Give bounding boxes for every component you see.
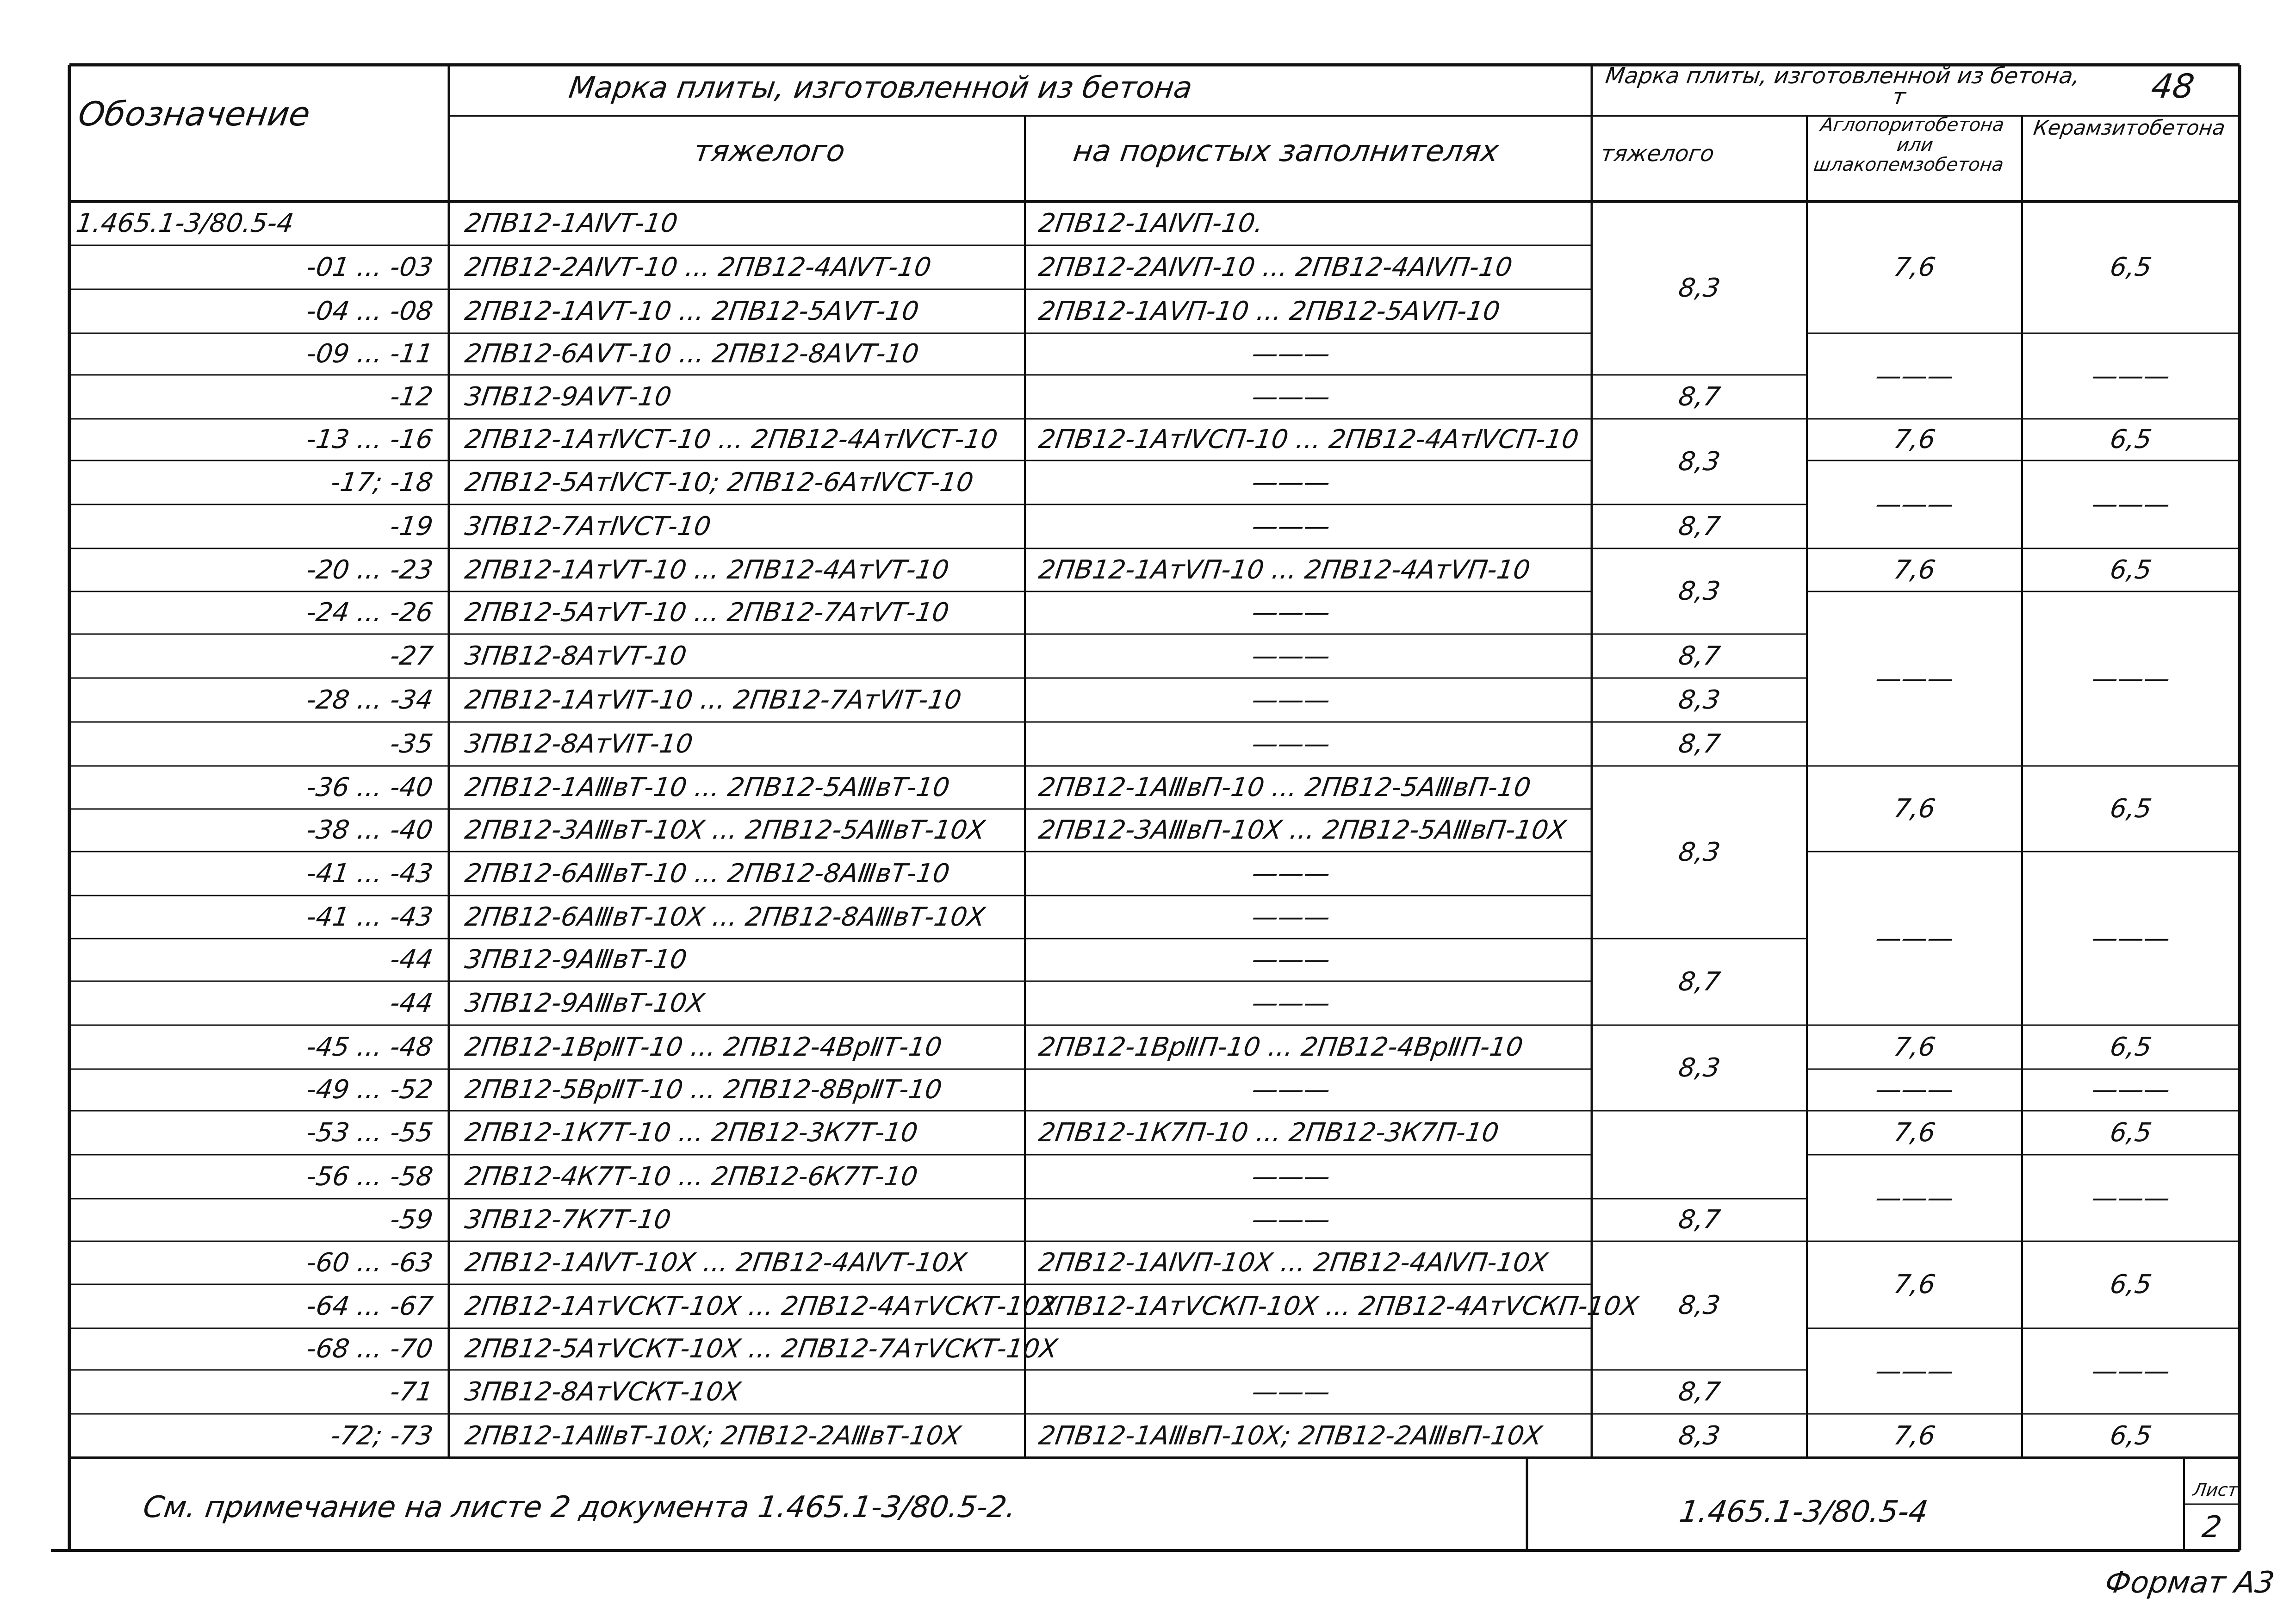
row-heavy-brand: 3ПВ12-8АтⅤТ-10 [463, 641, 689, 671]
row-heavy-brand: 2ПВ12-4К7Т-10 ... 2ПВ12-6К7Т-10 [463, 1161, 920, 1192]
row-heavy-brand: 2ПВ12-1АтⅤТ-10 ... 2ПВ12-4АтⅤТ-10 [463, 554, 951, 585]
row-porous-brand: 2ПВ12-1АⅢвП-10Х; 2ПВ12-2АⅢвП-10Х [1036, 1420, 1544, 1451]
mass-keramzit-value: 6,5 [2108, 554, 2154, 585]
row-heavy-brand: 2ПВ12-1АтⅣСТ-10 ... 2ПВ12-4АтⅣСТ-10 [463, 424, 999, 454]
row-heavy-brand: 2ПВ12-6АⅢвТ-10Х ... 2ПВ12-8АⅢвТ-10Х [463, 902, 987, 932]
row-heavy-brand: 2ПВ12-1АтⅤСКТ-10Х ... 2ПВ12-4АтⅤСКТ-10Х [463, 1291, 1060, 1321]
row-designation: -13 ... -16 [304, 424, 435, 454]
row-heavy-brand: 2ПВ12-1ВрⅡТ-10 ... 2ПВ12-4ВрⅡТ-10 [463, 1032, 944, 1062]
header-designation: Обозначение [76, 94, 313, 133]
mass-agloporite-value: 7,6 [1892, 793, 1937, 824]
header-mass-agloporite-1: Аглопоритобетона [1819, 114, 2006, 136]
mass-keramzit-value: 6,5 [2108, 1032, 2154, 1062]
mass-keramzit-value: 6,5 [2108, 424, 2154, 454]
row-designation: -01 ... -03 [304, 252, 435, 282]
row-designation: -53 ... -55 [304, 1117, 435, 1148]
row-designation: -60 ... -63 [304, 1247, 435, 1278]
header-porous: на пористых заполнителях [1071, 134, 1501, 168]
row-porous-brand: 2ПВ12-1АⅣП-10Х ... 2ПВ12-4АⅣП-10Х [1036, 1247, 1550, 1278]
mass-agloporite-value: ——— [1874, 1356, 1956, 1386]
row-designation: -28 ... -34 [304, 684, 435, 715]
header-mass-keramzit: Керамзитобетона [2032, 116, 2227, 140]
row-heavy-brand: 2ПВ12-1К7Т-10 ... 2ПВ12-3К7Т-10 [463, 1117, 920, 1148]
row-heavy-brand: 2ПВ12-1АтⅥТ-10 ... 2ПВ12-7АтⅥТ-10 [463, 684, 963, 715]
mass-heavy-value: 8,3 [1676, 446, 1722, 477]
mass-heavy-value: 8,7 [1676, 966, 1722, 997]
row-porous-brand: 2ПВ12-1АтⅣСП-10 ... 2ПВ12-4АтⅣСП-10 [1036, 424, 1581, 454]
mass-keramzit-value: ——— [2090, 1075, 2172, 1105]
mass-heavy-value: 8,7 [1676, 381, 1722, 412]
row-porous-brand: ——— [1250, 1161, 1332, 1192]
row-designation: -45 ... -48 [304, 1032, 435, 1062]
row-porous-brand: ——— [1250, 988, 1332, 1018]
row-designation: -09 ... -11 [304, 339, 435, 369]
mass-keramzit-value: 6,5 [2108, 1420, 2154, 1451]
mass-heavy-value: 8,3 [1676, 837, 1722, 867]
row-designation: -44 [388, 945, 435, 975]
row-heavy-brand: 3ПВ12-9АⅢвТ-10Х [463, 988, 707, 1018]
row-designation: -36 ... -40 [304, 772, 435, 803]
row-porous-brand: ——— [1250, 597, 1332, 628]
row-heavy-brand: 2ПВ12-5ВрⅡТ-10 ... 2ПВ12-8ВрⅡТ-10 [463, 1075, 944, 1105]
mass-keramzit-value: 6,5 [2108, 1269, 2154, 1300]
row-porous-brand: ——— [1250, 381, 1332, 412]
footer-sheet-value: 2 [2200, 1510, 2224, 1544]
row-porous-brand: ——— [1250, 728, 1332, 759]
header-mass-agloporite-2: или [1895, 134, 1935, 156]
sheet-number-top: 48 [2149, 67, 2197, 106]
row-porous-brand: ——— [1250, 511, 1332, 541]
header-mass-heavy: тяжелого [1599, 141, 1716, 167]
row-designation: -59 [388, 1205, 435, 1235]
mass-keramzit-value: ——— [2090, 1356, 2172, 1386]
mass-heavy-value: 8,7 [1676, 728, 1722, 759]
mass-agloporite-value: ——— [1874, 1075, 1956, 1105]
row-designation: 1.465.1-3/80.5-4 [74, 208, 296, 238]
row-heavy-brand: 3ПВ12-8АтⅤСКТ-10Х [463, 1376, 743, 1407]
mass-heavy-value: 8,3 [1676, 684, 1722, 715]
mass-heavy-value: 8,7 [1676, 641, 1722, 671]
row-designation: -12 [388, 381, 435, 412]
row-porous-brand: ——— [1250, 1205, 1332, 1235]
row-heavy-brand: 2ПВ12-1АⅢвТ-10 ... 2ПВ12-5АⅢвТ-10 [463, 772, 952, 803]
row-porous-brand: ——— [1250, 945, 1332, 975]
row-porous-brand: 2ПВ12-1АⅢвП-10 ... 2ПВ12-5АⅢвП-10 [1036, 772, 1533, 803]
mass-keramzit-value: 6,5 [2108, 1117, 2154, 1148]
mass-keramzit-value: ——— [2090, 1182, 2172, 1213]
row-designation: -24 ... -26 [304, 597, 435, 628]
footer-doc-code: 1.465.1-3/80.5-4 [1677, 1495, 1930, 1529]
row-heavy-brand: 2ПВ12-5АтⅤТ-10 ... 2ПВ12-7АтⅤТ-10 [463, 597, 951, 628]
mass-agloporite-value: 7,6 [1892, 1032, 1937, 1062]
header-heavy: тяжелого [691, 134, 847, 168]
row-porous-brand: ——— [1250, 467, 1332, 498]
mass-keramzit-value: 6,5 [2108, 252, 2154, 282]
row-heavy-brand: 2ПВ12-6АⅢвТ-10 ... 2ПВ12-8АⅢвТ-10 [463, 858, 952, 889]
row-porous-brand: 2ПВ12-1АтⅤП-10 ... 2ПВ12-4АтⅤП-10 [1036, 554, 1532, 585]
mass-heavy-value: 8,7 [1676, 1376, 1722, 1407]
row-designation: -27 [388, 641, 435, 671]
row-heavy-brand: 3ПВ12-8АтⅥТ-10 [463, 728, 695, 759]
row-designation: -20 ... -23 [304, 554, 435, 585]
mass-agloporite-value: 7,6 [1892, 554, 1937, 585]
row-heavy-brand: 2ПВ12-5АтⅤСКТ-10Х ... 2ПВ12-7АтⅤСКТ-10Х [463, 1334, 1060, 1364]
mass-agloporite-value: ——— [1874, 361, 1956, 391]
mass-heavy-value: 8,3 [1676, 273, 1722, 303]
row-porous-brand: 2ПВ12-1АⅤП-10 ... 2ПВ12-5АⅤП-10 [1036, 296, 1502, 326]
mass-agloporite-value: ——— [1874, 1182, 1956, 1213]
mass-keramzit-value: ——— [2090, 923, 2172, 953]
row-designation: -56 ... -58 [304, 1161, 435, 1192]
mass-heavy-value: 8,3 [1676, 1052, 1722, 1083]
row-heavy-brand: 2ПВ12-1АⅢвТ-10Х; 2ПВ12-2АⅢвТ-10Х [463, 1420, 963, 1451]
mass-keramzit-value: ——— [2090, 489, 2172, 519]
mass-agloporite-value: 7,6 [1892, 1269, 1937, 1300]
mass-heavy-value: 8,7 [1676, 1205, 1722, 1235]
mass-heavy-value: 8,3 [1676, 576, 1722, 606]
row-heavy-brand: 2ПВ12-1АⅤТ-10 ... 2ПВ12-5АⅤТ-10 [463, 296, 921, 326]
row-porous-brand: ——— [1250, 902, 1332, 932]
row-designation: -68 ... -70 [304, 1334, 435, 1364]
row-designation: -41 ... -43 [304, 902, 435, 932]
mass-heavy-value: 8,3 [1676, 1420, 1722, 1451]
row-heavy-brand: 2ПВ12-6АⅤТ-10 ... 2ПВ12-8АⅤТ-10 [463, 339, 921, 369]
row-designation: -64 ... -67 [304, 1291, 435, 1321]
row-designation: -17; -18 [329, 467, 435, 498]
row-designation: -35 [388, 728, 435, 759]
row-heavy-brand: 3ПВ12-9АⅤТ-10 [463, 381, 674, 412]
mass-heavy-value: 8,3 [1676, 1290, 1722, 1320]
header-mass-unit: т [1891, 84, 1907, 110]
row-heavy-brand: 2ПВ12-1АⅣТ-10Х ... 2ПВ12-4АⅣТ-10Х [463, 1247, 969, 1278]
mass-agloporite-value: 7,6 [1892, 424, 1937, 454]
mass-agloporite-value: ——— [1874, 663, 1956, 694]
row-heavy-brand: 3ПВ12-7К7Т-10 [463, 1205, 673, 1235]
mass-agloporite-value: ——— [1874, 489, 1956, 519]
row-designation: -49 ... -52 [304, 1075, 435, 1105]
row-porous-brand: 2ПВ12-1К7П-10 ... 2ПВ12-3К7П-10 [1036, 1117, 1501, 1148]
row-porous-brand: ——— [1250, 339, 1332, 369]
row-heavy-brand: 2ПВ12-5АтⅣСТ-10; 2ПВ12-6АтⅣСТ-10 [463, 467, 975, 498]
row-porous-brand: ——— [1250, 1376, 1332, 1407]
header-brand-group: Марка плиты, изготовленной из бетона [566, 71, 1195, 105]
row-heavy-brand: 2ПВ12-2АⅣТ-10 ... 2ПВ12-4АⅣТ-10 [463, 252, 933, 282]
mass-agloporite-value: ——— [1874, 923, 1956, 953]
row-heavy-brand: 2ПВ12-3АⅢвТ-10Х ... 2ПВ12-5АⅢвТ-10Х [463, 815, 987, 845]
mass-keramzit-value: ——— [2090, 361, 2172, 391]
row-designation: -44 [388, 988, 435, 1018]
footer-sheet-label: Лист [2191, 1480, 2240, 1500]
header-mass-agloporite-3: шлакопемзобетона [1812, 154, 2005, 175]
row-heavy-brand: 3ПВ12-9АⅢвТ-10 [463, 945, 689, 975]
mass-agloporite-value: 7,6 [1892, 1117, 1937, 1148]
row-porous-brand: 2ПВ12-1АтⅤСКП-10Х ... 2ПВ12-4АтⅤСКП-10Х [1036, 1291, 1641, 1321]
footer-format: Формат А3 [2103, 1566, 2277, 1600]
row-porous-brand: 2ПВ12-2АⅣП-10 ... 2ПВ12-4АⅣП-10 [1036, 252, 1514, 282]
footer-note: См. примечание на листе 2 документа 1.465.1-3/80.5-2. [141, 1490, 1018, 1524]
row-porous-brand: ——— [1250, 641, 1332, 671]
row-porous-brand: ——— [1250, 858, 1332, 889]
header-mass-group: Марка плиты, изготовленной из бетона, [1604, 63, 2082, 89]
row-porous-brand: 2ПВ12-1АⅣП-10. [1036, 208, 1266, 238]
row-porous-brand: 2ПВ12-3АⅢвП-10Х ... 2ПВ12-5АⅢвП-10Х [1036, 815, 1568, 845]
mass-keramzit-value: ——— [2090, 663, 2172, 694]
row-heavy-brand: 3ПВ12-7АтⅣСТ-10 [463, 511, 713, 541]
row-designation: -71 [388, 1376, 435, 1407]
row-designation: -04 ... -08 [304, 296, 435, 326]
row-designation: -41 ... -43 [304, 858, 435, 889]
row-porous-brand: ——— [1250, 1075, 1332, 1105]
mass-keramzit-value: 6,5 [2108, 793, 2154, 824]
row-designation: -72; -73 [329, 1420, 435, 1451]
row-heavy-brand: 2ПВ12-1АⅣТ-10 [463, 208, 680, 238]
mass-agloporite-value: 7,6 [1892, 1420, 1937, 1451]
row-porous-brand: ——— [1250, 684, 1332, 715]
mass-agloporite-value: 7,6 [1892, 252, 1937, 282]
row-designation: -38 ... -40 [304, 815, 435, 845]
mass-heavy-value: 8,7 [1676, 511, 1722, 541]
row-porous-brand: 2ПВ12-1ВрⅡП-10 ... 2ПВ12-4ВрⅡП-10 [1036, 1032, 1525, 1062]
row-designation: -19 [388, 511, 435, 541]
